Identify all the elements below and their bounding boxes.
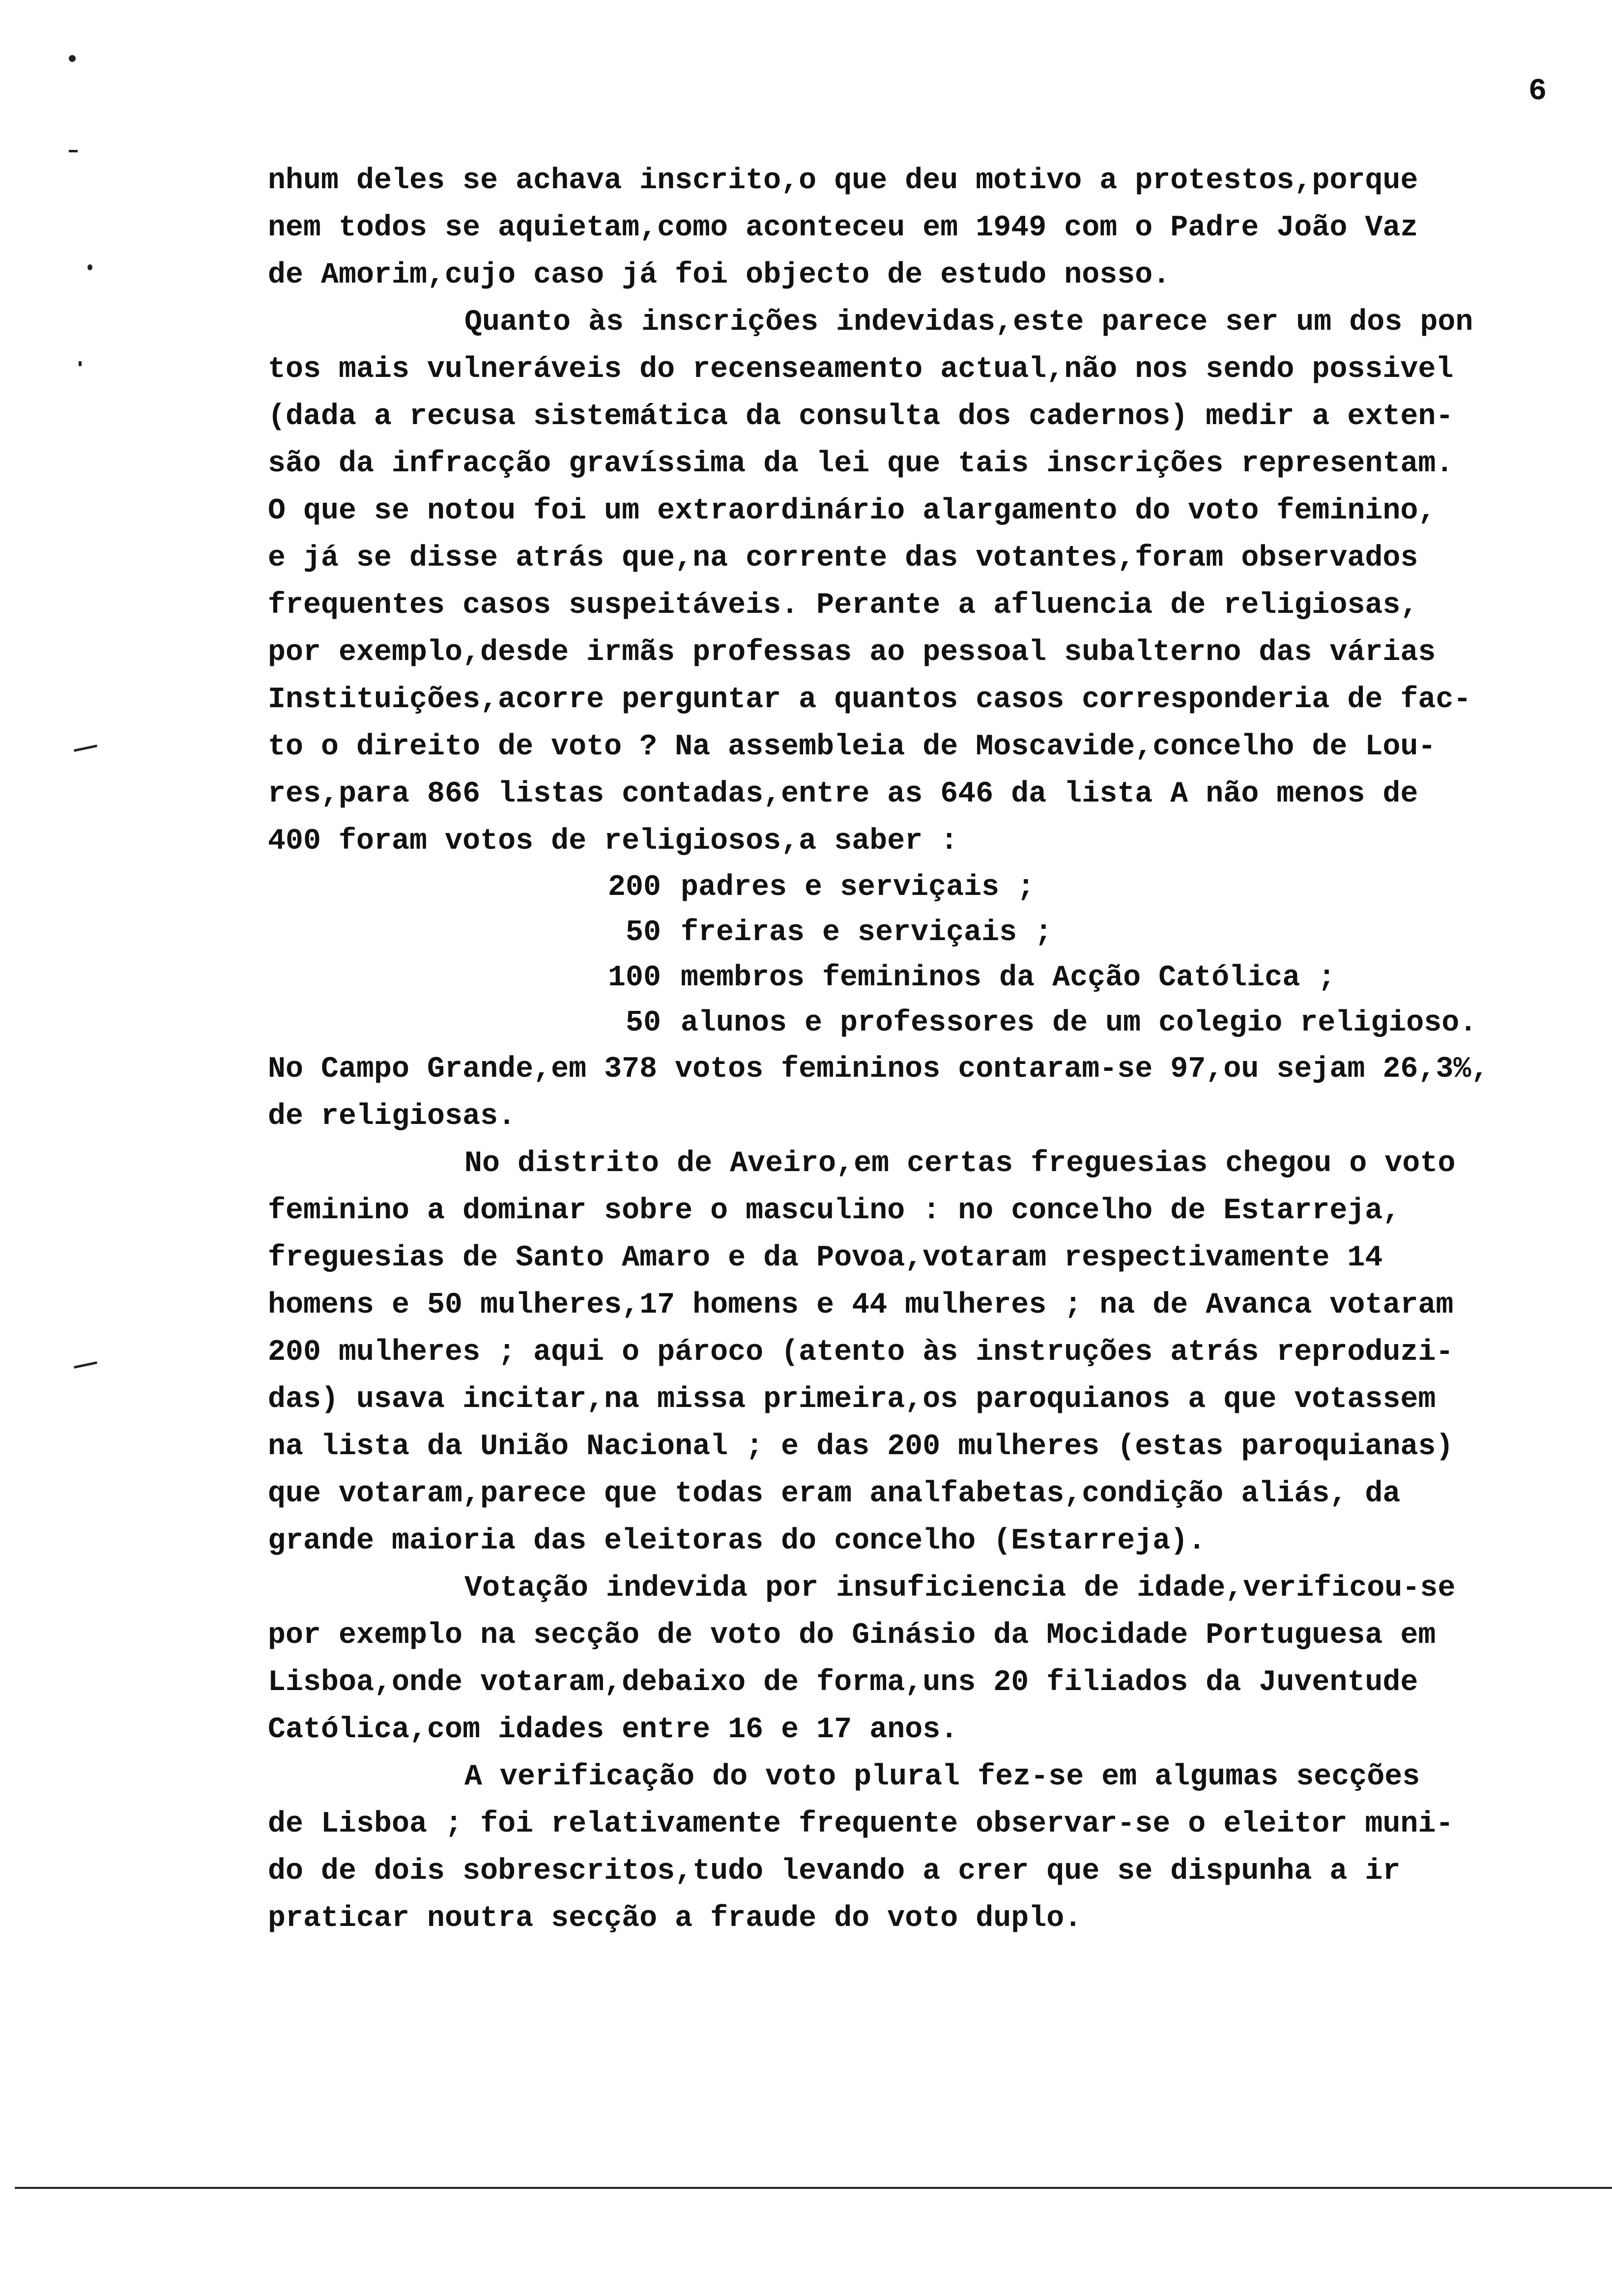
paragraph: [268, 1046, 1605, 1140]
text-line: freguesias de Santo Amaro e da Povoa,votaram respectivamente 14: [268, 1241, 1383, 1275]
text-line: feminino a dominar sobre o masculino : no concelho de Estarreja,: [268, 1194, 1401, 1228]
text-line: de religiosas.: [268, 1100, 516, 1133]
list-item-text: padres e serviçais ;: [681, 871, 1035, 904]
text-line: frequentes casos suspeitáveis. Perante a afluencia de religiosas,: [268, 589, 1418, 622]
text-line: de Amorim,cujo caso já foi objecto de estudo nosso.: [268, 258, 1171, 292]
text-line: grande maioria das eleitoras do concelho (Estarreja).: [268, 1524, 1206, 1558]
margin-mark: [79, 361, 82, 366]
text-line: No distrito de Aveiro,em certas freguesias chegou o voto: [464, 1147, 1456, 1180]
text-line: de Lisboa ; foi relativamente frequente observar-se o eleitor muni-: [268, 1808, 1454, 1841]
text-line: No Campo Grande,em 378 votos femininos contaram-se 97,ou sejam 26,3%,: [268, 1053, 1489, 1086]
text-line: tos mais vulneráveis do recenseamento actual,não nos sendo possivel: [268, 353, 1454, 386]
text-line: do de dois sobrescritos,tudo levando a crer que se dispunha a ir: [268, 1855, 1401, 1888]
list-item-text: freiras e serviçais ;: [681, 916, 1053, 949]
text-line: na lista da União Nacional ; e das 200 mulheres (estas paroquianas): [268, 1430, 1454, 1464]
text-line: por exemplo,desde irmãs professas ao pessoal subalterno das várias: [268, 636, 1436, 669]
margin-mark: [74, 1361, 97, 1369]
text-line: praticar noutra secção a fraude do voto duplo.: [268, 1902, 1082, 1935]
list-item-count: 50: [625, 1006, 661, 1040]
text-line: por exemplo na secção de voto do Ginásio da Mocidade Portuguesa em: [268, 1619, 1436, 1652]
paragraphs-after-list: [268, 1046, 1605, 1942]
list-item: [563, 910, 1605, 955]
text-line: nhum deles se achava inscrito,o que deu motivo a protestos,porque: [268, 164, 1418, 198]
list-item-count: 200: [607, 871, 661, 904]
list-item: [563, 955, 1605, 1001]
list-item-text: membros femininos da Acção Católica ;: [681, 961, 1336, 995]
paragraph: [268, 1140, 1605, 1565]
footer-rule: [15, 2187, 1612, 2189]
document-body: [268, 157, 1605, 1942]
page-number: 6: [1528, 74, 1547, 109]
text-line: que votaram,parece que todas eram analfabetas,condição aliás, da: [268, 1477, 1401, 1511]
religious-votes-list: [563, 865, 1605, 1046]
paragraphs-before-list: [268, 157, 1605, 865]
paragraph: [268, 157, 1605, 299]
text-line: e já se disse atrás que,na corrente das votantes,foram observados: [268, 542, 1418, 575]
text-line: (dada a recusa sistemática da consulta dos cadernos) medir a exten-: [268, 400, 1454, 433]
text-line: Instituições,acorre perguntar a quantos casos corresponderia de fac-: [268, 683, 1471, 717]
text-line: A verificação do voto plural fez-se em algumas secções: [464, 1760, 1420, 1794]
list-item-text: alunos e professores de um colegio religioso.: [681, 1006, 1477, 1040]
paragraph: [268, 1753, 1605, 1942]
list-item: [563, 865, 1605, 910]
paragraph: [268, 299, 1605, 865]
margin-mark: [87, 264, 92, 270]
margin-mark: [74, 745, 97, 752]
paragraph: [268, 1565, 1605, 1753]
list-item-count: 50: [625, 916, 661, 949]
text-line: das) usava incitar,na missa primeira,os paroquianos a que votassem: [268, 1383, 1436, 1416]
text-line: res,para 866 listas contadas,entre as 646 da lista A não menos de: [268, 777, 1418, 811]
text-line: são da infracção gravíssima da lei que tais inscrições representam.: [268, 447, 1454, 481]
list-item-count: 100: [607, 961, 661, 995]
text-line: nem todos se aquietam,como aconteceu em 1949 com o Padre João Vaz: [268, 211, 1418, 245]
text-line: Católica,com idades entre 16 e 17 anos.: [268, 1713, 958, 1747]
text-line: homens e 50 mulheres,17 homens e 44 mulheres ; na de Avanca votaram: [268, 1289, 1454, 1322]
text-line: to o direito de voto ? Na assembleia de Moscavide,concelho de Lou-: [268, 730, 1436, 764]
text-line: Votação indevida por insuficiencia de idade,verificou-se: [464, 1572, 1456, 1605]
margin-mark: [69, 150, 78, 152]
text-line: 400 foram votos de religiosos,a saber :: [268, 825, 958, 858]
list-item: [563, 1001, 1605, 1046]
margin-mark: [69, 55, 76, 62]
text-line: O que se notou foi um extraordinário alargamento do voto feminino,: [268, 494, 1436, 528]
text-line: Lisboa,onde votaram,debaixo de forma,uns 20 filiados da Juventude: [268, 1666, 1418, 1699]
text-line: 200 mulheres ; aqui o pároco (atento às instruções atrás reproduzi-: [268, 1336, 1454, 1369]
text-line: Quanto às inscrições indevidas,este parece ser um dos pon: [464, 306, 1473, 339]
